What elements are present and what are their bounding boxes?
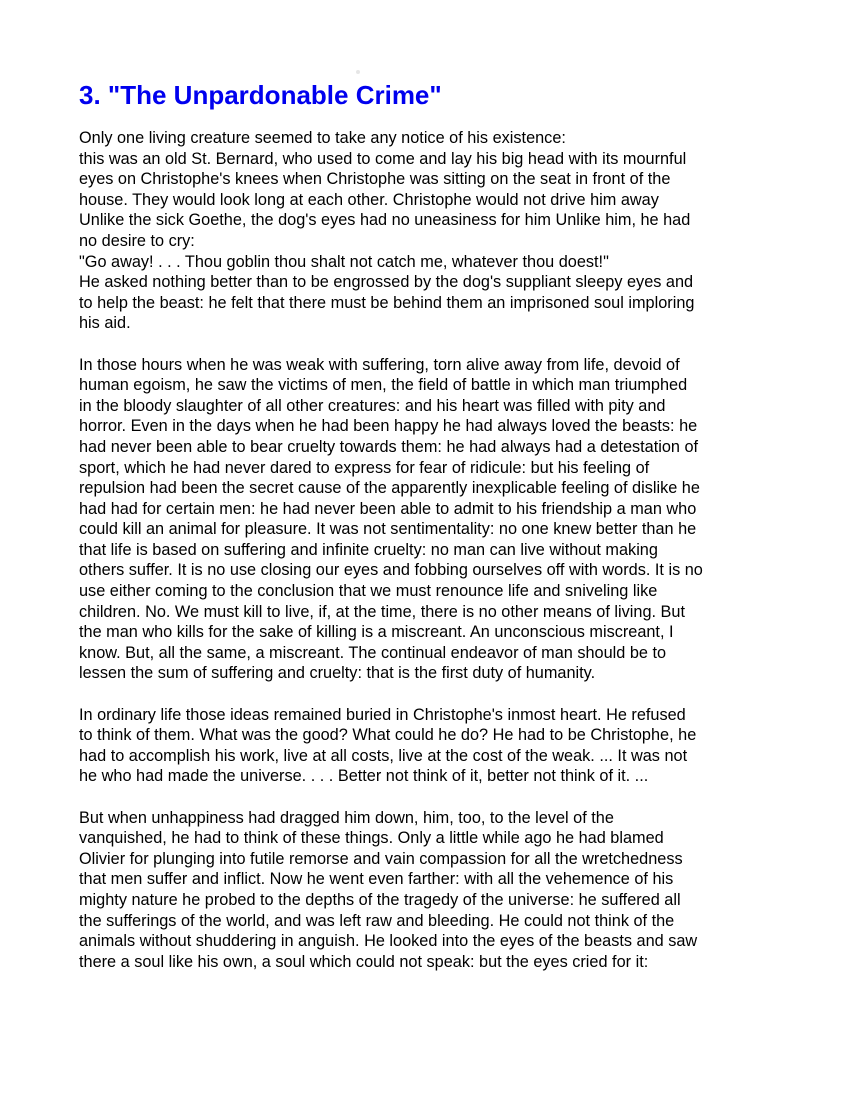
text-line: human egoism, he saw the victims of men, the field of battle in which man triumphed <box>79 376 688 395</box>
text-line: the man who kills for the sake of killing is a miscreant. An unconscious miscreant, I <box>79 623 674 642</box>
text-line: repulsion had been the secret cause of the apparently inexplicable feeling of dislike he <box>79 479 700 498</box>
text-line: Olivier for plunging into futile remorse and vain compassion for all the wretchedness <box>79 849 683 868</box>
text-line: could kill an animal for pleasure. It was not sentimentality: no one knew better than he <box>79 520 697 539</box>
paragraph-1 <box>79 128 779 334</box>
text-line: in the bloody slaughter of all other creatures: and his heart was filled with pity and <box>79 396 666 415</box>
paragraph-4 <box>79 808 779 973</box>
text-line: others suffer. It is no use closing our eyes and fobbing ourselves off with words. It is no <box>79 561 703 580</box>
text-line: In those hours when he was weak with suffering, torn alive away from life, devoid of <box>79 355 680 374</box>
text-line: eyes on Christophe's knees when Christophe was sitting on the seat in front of the <box>79 170 671 189</box>
text-line: animals without shuddering in anguish. He looked into the eyes of the beasts and saw <box>79 932 698 951</box>
document-page <box>79 78 779 993</box>
chapter-title: 3. "The Unpardonable Crime" <box>79 80 442 110</box>
text-line: horror. Even in the days when he had been happy he had always loved the beasts: he <box>79 417 698 436</box>
text-line: In ordinary life those ideas remained buried in Christophe's inmost heart. He refused <box>79 705 686 724</box>
scan-speck <box>356 70 360 74</box>
text-line: house. They would look long at each other. Christophe would not drive him away <box>79 190 659 209</box>
text-line: that men suffer and inflict. Now he went even farther: with all the vehemence of his <box>79 870 674 889</box>
text-line: that life is based on suffering and infinite cruelty: no man can live without making <box>79 540 658 559</box>
paragraph-2 <box>79 355 779 685</box>
text-line: no desire to cry: <box>79 231 195 250</box>
text-line: lessen the sum of suffering and cruelty: that is the first duty of humanity. <box>79 664 596 683</box>
text-line: Only one living creature seemed to take any notice of his existence: <box>79 129 566 147</box>
text-line: He asked nothing better than to be engrossed by the dog's suppliant sleepy eyes and <box>79 273 694 292</box>
text-line: vanquished, he had to think of these things. Only a little while ago he had blamed <box>79 829 664 848</box>
text-line: his aid. <box>79 314 131 333</box>
text-line: had to accomplish his work, live at all costs, live at the cost of the weak. ... It was not <box>79 746 688 765</box>
paragraph-3 <box>79 705 779 787</box>
text-line: But when unhappiness had dragged him down, him, too, to the level of the <box>79 808 614 827</box>
text-line: had had for certain men: he had never been able to admit to his friendship a man who <box>79 499 697 518</box>
text-line: to help the beast: he felt that there must be behind them an imprisoned soul imploring <box>79 293 695 312</box>
quote-line: "Go away! . . . Thou goblin thou shalt not catch me, whatever thou doest!" <box>79 252 609 271</box>
text-line: use either coming to the conclusion that we must renounce life and sniveling like <box>79 582 658 601</box>
text-line: mighty nature he probed to the depths of the tragedy of the universe: he suffered all <box>79 890 681 909</box>
text-line: there a soul like his own, a soul which could not speak: but the eyes cried for it: <box>79 952 649 971</box>
text-line: this was an old St. Bernard, who used to come and lay his big head with its mournful <box>79 149 687 168</box>
text-line: know. But, all the same, a miscreant. The continual endeavor of man should be to <box>79 643 667 662</box>
text-line: the sufferings of the world, and was left raw and bleeding. He could not think of the <box>79 911 675 930</box>
text-line: he who had made the universe. . . . Better not think of it, better not think of it. ... <box>79 767 649 786</box>
text-line: sport, which he had never dared to express for fear of ridicule: but his feeling of <box>79 458 650 477</box>
text-line: Unlike the sick Goethe, the dog's eyes had no uneasiness for him Unlike him, he had <box>79 211 691 230</box>
text-line: children. No. We must kill to live, if, at the time, there is no other means of living. But <box>79 602 685 621</box>
text-line: to think of them. What was the good? What could he do? He had to be Christophe, he <box>79 726 697 745</box>
text-line: had never been able to bear cruelty towards them: he had always had a detestation of <box>79 437 699 456</box>
